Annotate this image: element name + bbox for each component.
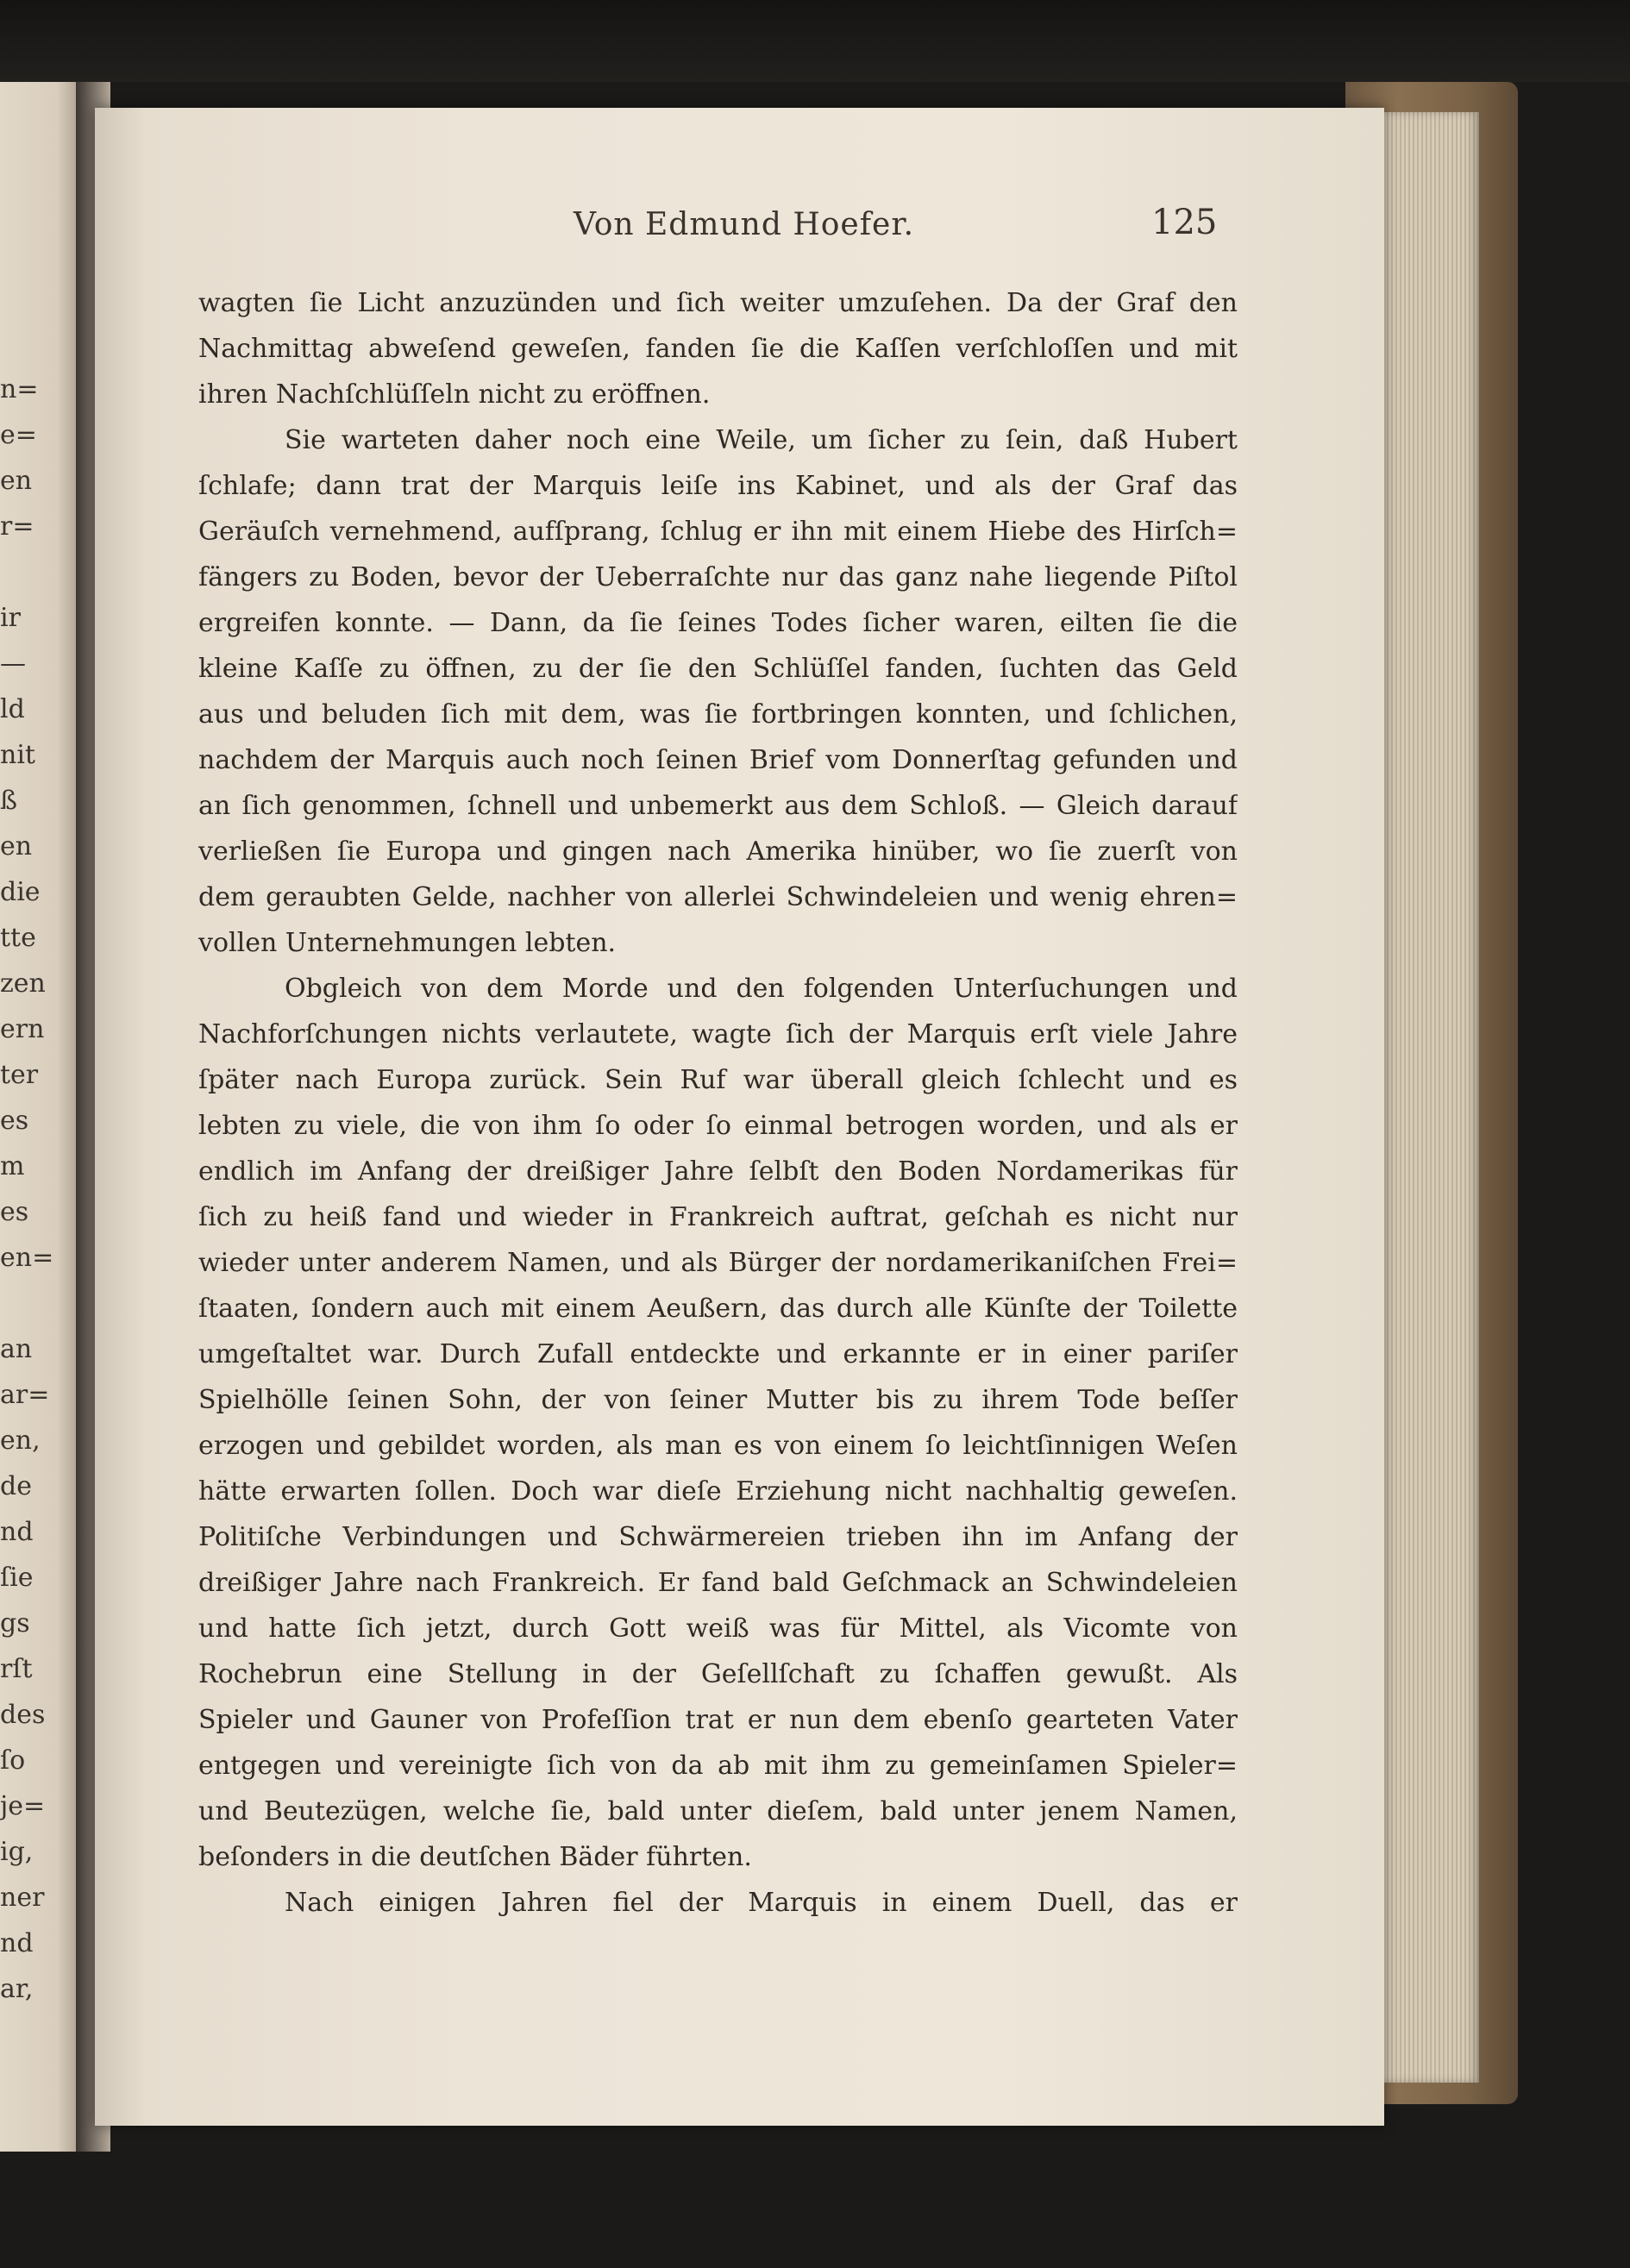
margin-fragment: nit — [0, 740, 35, 770]
margin-fragment: en — [0, 466, 33, 496]
text-line: Geräuſch vernehmend, aufſprang, ſchlug er ihn mit einem Hiebe des Hirſch= — [198, 517, 1238, 547]
margin-fragment: en= — [0, 1243, 54, 1273]
text-line: ſchlafe; dann trat der Marquis leiſe ins Kabinet, und als der Graf das — [198, 471, 1238, 501]
margin-fragment: en, — [0, 1425, 41, 1456]
text-line: dreißiger Jahre nach Frankreich. Er fand bald Geſchmack an Schwindeleien — [198, 1568, 1238, 1598]
previous-page — [0, 82, 82, 2152]
margin-fragment: ſo — [0, 1745, 26, 1776]
text-line: endlich im Anfang der dreißiger Jahre ſelbſt den Boden Nordamerikas für — [198, 1156, 1238, 1187]
text-line: verließen ſie Europa und gingen nach Amerika hinüber, wo ſie zuerſt von — [198, 836, 1238, 867]
text-line: lebten zu viele, die von ihm ſo oder ſo einmal betrogen worden, und als er — [198, 1111, 1238, 1141]
margin-fragment: ter — [0, 1060, 39, 1090]
text-line: ſtaaten, ſondern auch mit einem Aeußern, das durch alle Künſte der Toilette — [198, 1294, 1238, 1324]
margin-fragment — [0, 1281, 34, 1326]
text-line: ſich zu heiß fand und wieder in Frankreich auftrat, geſchah es nicht nur — [198, 1202, 1238, 1232]
previous-page-text-fragments — [0, 367, 54, 2012]
margin-fragment: ß — [0, 786, 18, 816]
text-line: Politiſche Verbindungen und Schwärmereien trieben ihn im Anfang der — [198, 1522, 1238, 1552]
margin-fragment: e= — [0, 420, 37, 450]
margin-fragment: ig, — [0, 1837, 34, 1867]
margin-fragment: des — [0, 1700, 46, 1730]
text-line: wagten ſie Licht anzuzünden und ſich weiter umzuſehen. Da der Graf den — [198, 288, 1238, 318]
margin-fragment: ſie — [0, 1563, 34, 1593]
margin-fragment: nd — [0, 1517, 34, 1547]
text-line: Rochebrun eine Stellung in der Geſellſchaft zu ſchaffen gewußt. Als — [198, 1659, 1238, 1689]
text-line: Spieler und Gauner von Profeſſion trat er nun dem ebenſo gearteten Vater — [198, 1705, 1238, 1735]
text-line: fängers zu Boden, bevor der Ueberraſchte nur das ganz nahe liegende Piſtol — [198, 562, 1238, 592]
margin-fragment: an — [0, 1334, 33, 1364]
margin-fragment: m — [0, 1151, 25, 1181]
margin-fragment: nd — [0, 1928, 34, 1958]
margin-fragment: gs — [0, 1608, 30, 1638]
margin-fragment: en — [0, 831, 33, 861]
book-page — [95, 108, 1384, 2126]
margin-fragment: ner — [0, 1883, 45, 1913]
text-line: Nachmittag abweſend geweſen, fanden ſie die Kaſſen verſchloſſen und mit — [198, 334, 1238, 364]
margin-fragment: ar, — [0, 1974, 34, 2004]
text-line: entgegen und vereinigte ſich von da ab mit ihm zu gemeinſamen Spieler= — [198, 1751, 1238, 1781]
text-line: Sie warteten daher noch eine Weile, um ſicher zu ſein, daß Hubert — [285, 425, 1238, 455]
text-line: wieder unter anderem Namen, und als Bürger der nordamerikaniſchen Frei= — [198, 1248, 1238, 1278]
text-line: dem geraubten Gelde, nachher von allerlei Schwindeleien und wenig ehren= — [198, 882, 1238, 912]
margin-fragment: es — [0, 1106, 29, 1136]
margin-fragment: ld — [0, 694, 25, 724]
margin-fragment: de — [0, 1471, 32, 1501]
text-line: aus und beluden ſich mit dem, was ſie fortbringen konnten, und ſchlichen, — [198, 699, 1238, 730]
text-line: und hatte ſich jetzt, durch Gott weiß was für Mittel, als Vicomte von — [198, 1613, 1238, 1644]
text-line: ſpäter nach Europa zurück. Sein Ruf war überall gleich ſchlecht und es — [198, 1065, 1238, 1095]
page-block-edges — [1380, 112, 1479, 2083]
margin-fragment: n= — [0, 374, 39, 404]
margin-fragment: tte — [0, 923, 36, 953]
text-line: ihren Nachſchlüſſeln nicht zu eröffnen. — [198, 379, 711, 410]
margin-fragment — [0, 549, 34, 595]
text-line: vollen Unternehmungen lebten. — [198, 928, 617, 958]
text-line: und Beutezügen, welche ſie, bald unter dieſem, bald unter jenem Namen, — [198, 1796, 1238, 1826]
margin-fragment: — — [0, 648, 26, 679]
text-line: Nachforſchungen nichts verlautete, wagte ſich der Marquis erſt viele Jahre — [198, 1019, 1238, 1049]
text-line: Spielhölle ſeinen Sohn, der von ſeiner Mutter bis zu ihrem Tode beſſer — [198, 1385, 1238, 1415]
margin-fragment: es — [0, 1197, 29, 1227]
text-line: beſonders in die deutſchen Bäder führten. — [198, 1842, 752, 1872]
margin-fragment: zen — [0, 968, 46, 999]
backdrop — [0, 0, 1630, 82]
text-line: an ſich genommen, ſchnell und unbemerkt aus dem Schloß. — Gleich darauf — [198, 791, 1238, 821]
page-number: 125 — [1151, 203, 1218, 242]
margin-fragment: rſt — [0, 1654, 33, 1684]
body-text — [198, 280, 1238, 1926]
margin-fragment: ar= — [0, 1380, 50, 1410]
text-line: erzogen und gebildet worden, als man es von einem ſo leichtſinnigen Weſen — [198, 1431, 1238, 1461]
text-line: ergreifen konnte. — Dann, da ſie ſeines Todes ſicher waren, eilten ſie die — [198, 608, 1238, 638]
text-line: umgeſtaltet war. Durch Zufall entdeckte und erkannte er in einer pariſer — [198, 1339, 1238, 1369]
text-line: nachdem der Marquis auch noch ſeinen Brief vom Donnerſtag gefunden und — [198, 745, 1238, 775]
margin-fragment: r= — [0, 511, 34, 542]
running-head: Von Edmund Hoefer. — [574, 207, 915, 242]
text-line: Nach einigen Jahren fiel der Marquis in einem Duell, das er — [285, 1888, 1238, 1918]
text-line: Obgleich von dem Morde und den folgenden Unterſuchungen und — [285, 974, 1238, 1004]
text-line: hätte erwarten ſollen. Doch war dieſe Erziehung nicht nachhaltig geweſen. — [198, 1476, 1238, 1507]
margin-fragment: ern — [0, 1014, 45, 1044]
text-line: kleine Kaſſe zu öffnen, zu der ſie den Schlüſſel fanden, ſuchten das Geld — [198, 654, 1238, 684]
margin-fragment: die — [0, 877, 41, 907]
margin-fragment: je= — [0, 1791, 46, 1821]
margin-fragment: ir — [0, 603, 21, 633]
